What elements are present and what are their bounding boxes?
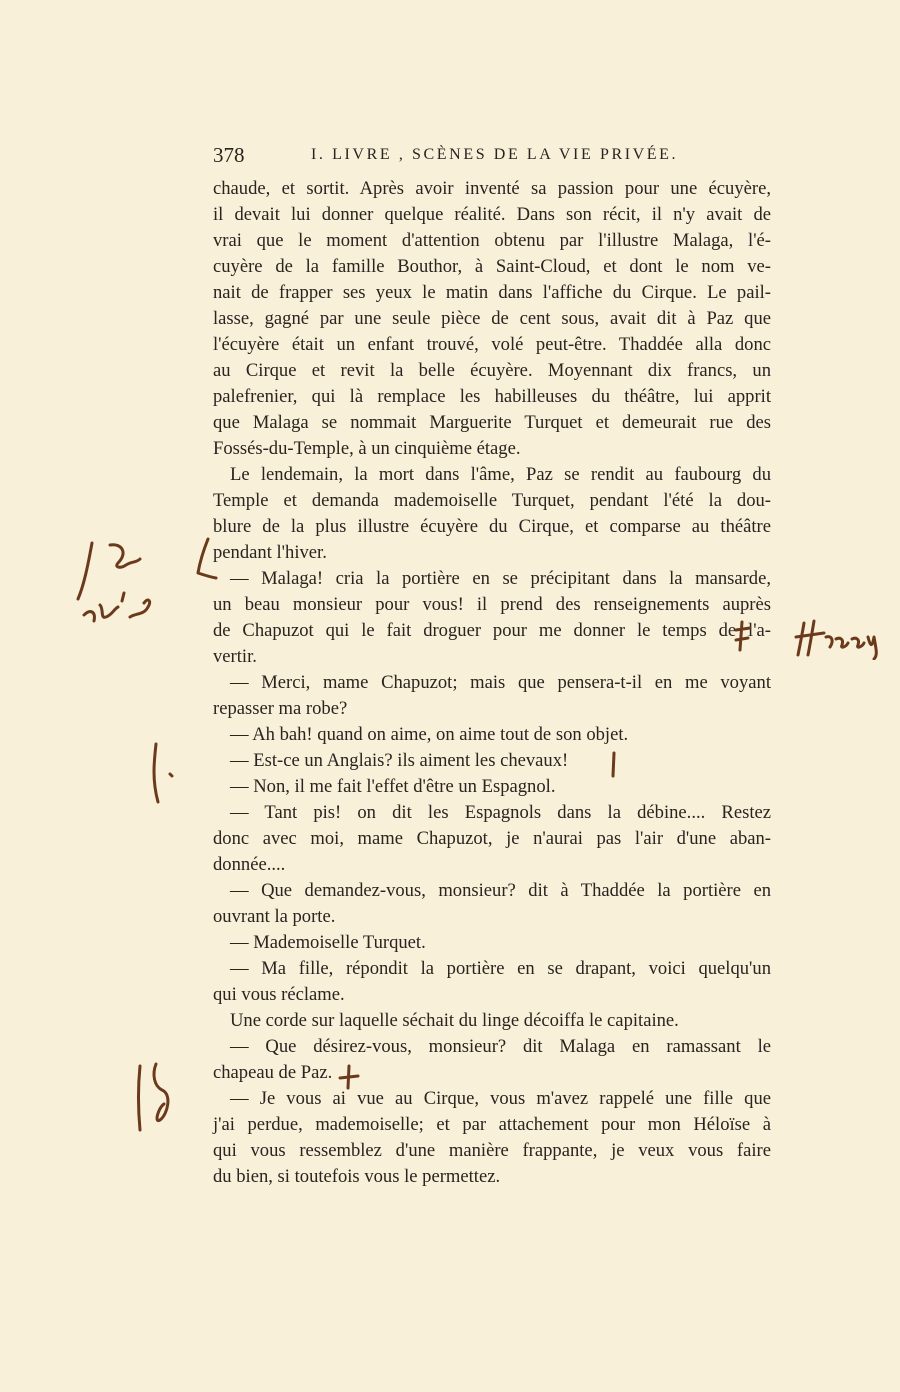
page-number: 378: [213, 143, 245, 167]
text-line: — Non, il me fait l'effet d'être un Espagnol.: [230, 776, 556, 797]
margin-annotation-left-top: [70, 535, 165, 635]
text-line: palefrenier, qui là remplace les habilleuses du théâtre, lui apprit: [213, 386, 771, 407]
text-line: Le lendemain, la mort dans l'âme, Paz se rendit au faubourg du: [230, 464, 771, 485]
text-line: Temple et demanda mademoiselle Turquet, pendant l'été la dou-: [213, 490, 771, 511]
text-line: de Chapuzot qui le fait droguer pour me donner le temps de l'a-: [213, 620, 771, 641]
text-line: donnée....: [213, 854, 286, 875]
text-line: — Tant pis! on dit les Espagnols dans la débine.... Restez: [230, 802, 771, 823]
text-line: au Cirque et revit la belle écuyère. Moyennant dix francs, un: [213, 360, 771, 381]
text-line: qui vous ressemblez d'une manière frappante, je veux vous faire: [213, 1140, 771, 1161]
text-line: chaude, et sortit. Après avoir inventé sa passion pour une écuyère,: [213, 178, 771, 199]
text-line: — Merci, mame Chapuzot; mais que pensera-t-il en me voyant: [230, 672, 771, 693]
text-line: pendant l'hiver.: [213, 542, 327, 563]
text-line: il devait lui donner quelque réalité. Dans son récit, il n'y avait de: [213, 204, 771, 225]
text-line: chapeau de Paz.: [213, 1062, 333, 1083]
text-line: — Que désirez-vous, monsieur? dit Malaga en ramassant le: [230, 1036, 771, 1057]
text-line: l'écuyère était un enfant trouvé, volé peut-être. Thaddée alla donc: [213, 334, 771, 355]
margin-annotation-right: [790, 615, 885, 660]
text-line: — Est-ce un Anglais? ils aiment les chevaux!: [230, 750, 569, 771]
text-line: du bien, si toutefois vous le permettez.: [213, 1166, 501, 1187]
text-line: un beau monsieur pour vous! il prend des renseignements auprès: [213, 594, 771, 615]
text-line: donc avec moi, mame Chapuzot, je n'aurai pas l'air d'une aban-: [213, 828, 771, 849]
text-line: qui vous réclame.: [213, 984, 345, 1005]
text-line: vertir.: [213, 646, 257, 667]
text-line: lasse, gagné par une seule pièce de cent sous, avait dit à Paz que: [213, 308, 771, 329]
text-line: j'ai perdue, mademoiselle; et par attachement pour mon Héloïse à: [213, 1114, 771, 1135]
text-line: repasser ma robe?: [213, 698, 348, 719]
text-line: — Ma fille, répondit la portière en se drapant, voici quelqu'un: [230, 958, 771, 979]
text-line: blure de la plus illustre écuyère du Cirque, et comparse au théâtre: [213, 516, 771, 537]
running-title: I. LIVRE , SCÈNES DE LA VIE PRIVÉE.: [311, 146, 679, 163]
text-line: ouvrant la porte.: [213, 906, 336, 927]
text-line: cuyère de la famille Bouthor, à Saint-Cloud, et dont le nom ve-: [213, 256, 771, 277]
text-line: vrai que le moment d'attention obtenu par l'illustre Malaga, l'é-: [213, 230, 771, 251]
margin-annotation-left-bottom: [128, 1058, 183, 1138]
text-line: — Malaga! cria la portière en se précipitant dans la mansarde,: [230, 568, 771, 589]
body-text: [213, 176, 771, 1190]
text-line: — Je vous ai vue au Cirque, vous m'avez rappelé une fille que: [230, 1088, 771, 1109]
text-line: — Ah bah! quand on aime, on aime tout de son objet.: [230, 724, 629, 745]
text-line: — Mademoiselle Turquet.: [230, 932, 426, 953]
text-line: Fossés-du-Temple, à un cinquième étage.: [213, 438, 521, 459]
margin-annotation-left-middle: [140, 738, 185, 808]
text-line: nait de frapper ses yeux le matin dans l'affiche du Cirque. Le pail-: [213, 282, 771, 303]
text-line: — Que demandez-vous, monsieur? dit à Thaddée la portière en: [230, 880, 771, 901]
text-line: que Malaga se nommait Marguerite Turquet et demeurait rue des: [213, 412, 771, 433]
text-line: Une corde sur laquelle séchait du linge décoiffa le capitaine.: [230, 1010, 679, 1031]
